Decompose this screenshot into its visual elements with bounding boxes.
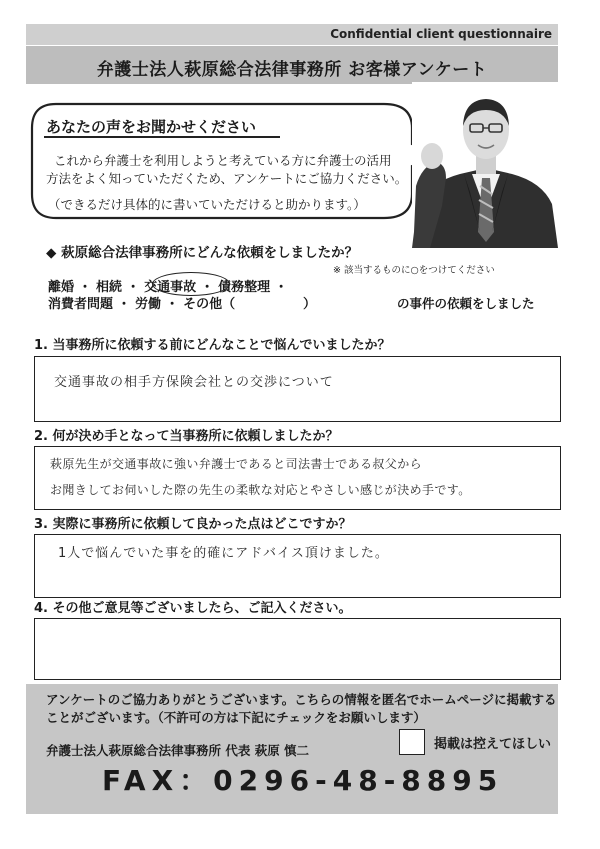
footer-firm-name: 弁護士法人萩原総合法律事務所 代表 萩原 慎二 [46,743,310,758]
confidential-label: Confidential client questionnaire [330,27,552,41]
request-options-line-2: 消費者問題 ・ 労働 ・ その他（ ） [48,297,316,312]
selected-option-circle [152,272,230,296]
bubble-text-line-2: 方法をよく知っていただくため、アンケートにご協力ください。 [46,171,408,186]
request-note: ※ 該当するものに○をつけてください [333,265,495,276]
answer-2-text-line-1: 萩原先生が交通事故に強い弁護士であると司法書士である叔父から [50,457,423,471]
lawyer-photo [412,82,560,248]
question-4-label: 4. その他ご意見等ございましたら、ご記入ください。 [34,601,352,616]
request-suffix: の事件の依頼をしました [397,296,535,311]
title-banner [26,46,558,84]
question-2-label: 2. 何が決め手となって当事務所に依頼しましたか？ [34,429,339,444]
bubble-title: あなたの声をお聞かせください [46,118,257,136]
no-publish-label: 掲載は控えてほしい [434,737,552,752]
bubble-title-underline [44,136,280,138]
footer-text-line-1: アンケートのご協力ありがとうございます。こちらの情報を匿名でホームページに掲載する [46,692,557,707]
question-3-label: 3. 実際に事務所に依頼して良かった点はどこですか？ [34,517,352,532]
request-question: ◆ 萩原総合法律事務所にどんな依頼をしましたか？ [46,245,359,261]
answer-1-text: 交通事故の相手方保険会社との交渉について [54,375,334,390]
question-1-label: 1. 当事務所に依頼する前にどんなことで悩んでいましたか？ [34,338,391,353]
page-title: 弁護士法人萩原総合法律事務所 お客様アンケート [96,60,488,80]
bubble-note: （できるだけ具体的に書いていただけると助かります。） [48,197,366,212]
answer-box-4[interactable] [34,618,561,680]
request-options-line-1: 離婚 ・ 相続 ・ 交通事故 ・ 債務整理 ・ [48,280,288,295]
no-publish-checkbox[interactable] [399,729,425,755]
answer-3-text: 1人で悩んでいた事を的確にアドバイス頂けました。 [58,546,389,561]
bubble-text-line-1: これから弁護士を利用しようと考えている方に弁護士の活用 [54,153,392,168]
answer-2-text-line-2: お聞きしてお伺いした際の先生の柔軟な対応とやさしい感じが決め手です。 [50,483,471,497]
fax-number: FAX：0296-48-8895 [102,764,504,797]
footer-text-line-2: ことがございます。（不許可の方は下記にチェックをお願いします） [46,710,426,725]
confidential-banner [26,24,558,45]
